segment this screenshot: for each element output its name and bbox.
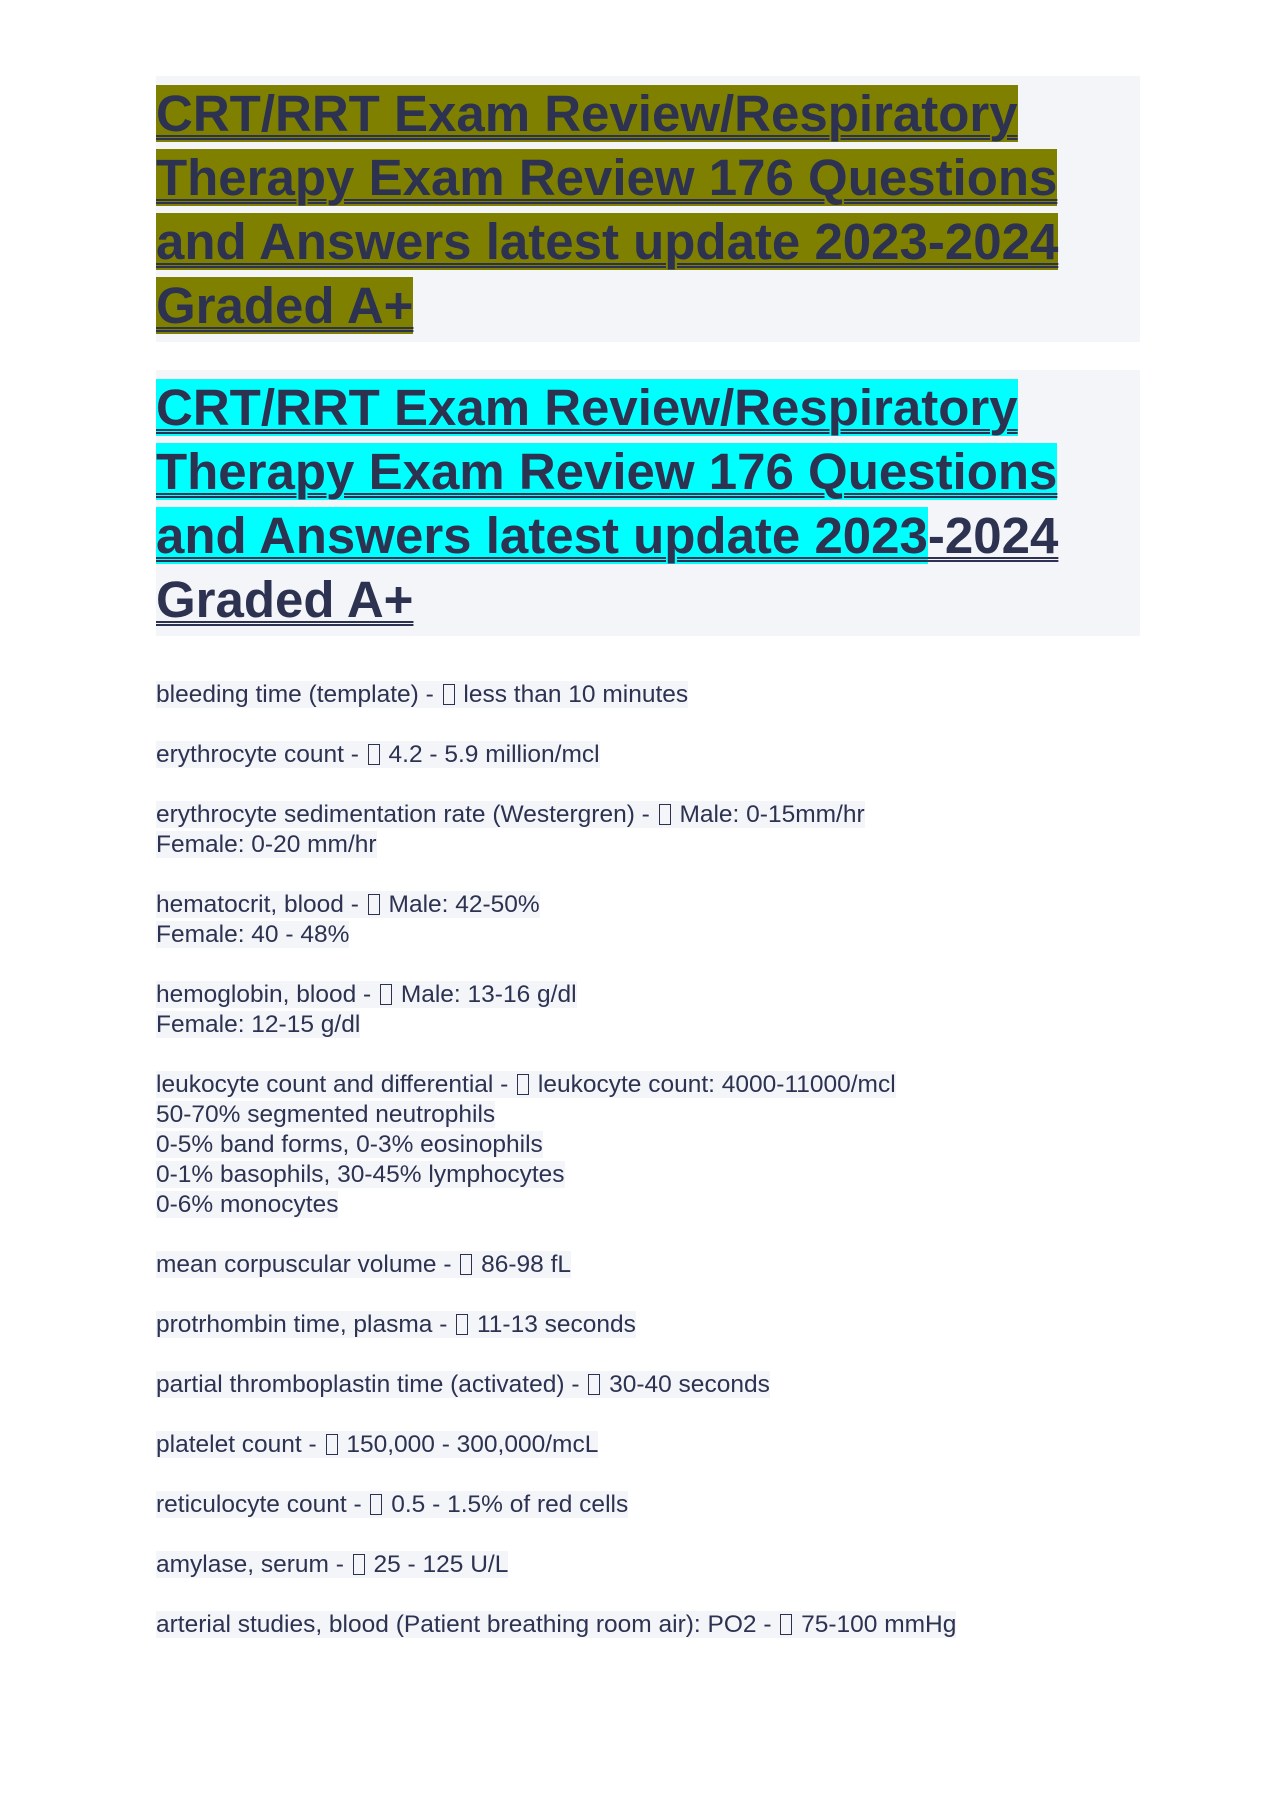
entry-value: 86-98 fL bbox=[481, 1251, 572, 1278]
flashcard-entry bbox=[156, 980, 1140, 1040]
document-page bbox=[156, 76, 1140, 1670]
entry-term: partial thromboplastin time (activated) - bbox=[156, 1371, 587, 1398]
entry-first-line bbox=[156, 890, 1140, 920]
flashcard-entry bbox=[156, 1370, 1140, 1400]
entry-value: Male: 13-16 g/dl bbox=[400, 981, 577, 1008]
entry-value: Female: 0-20 mm/hr bbox=[156, 831, 377, 858]
entry-continuation-line bbox=[156, 920, 1140, 950]
flashcard-entry bbox=[156, 1430, 1140, 1460]
entry-first-line bbox=[156, 1250, 1140, 1280]
flashcard-entry bbox=[156, 890, 1140, 950]
entry-term: mean corpuscular volume - bbox=[156, 1251, 459, 1278]
entry-term: leukocyte count and differential - bbox=[156, 1071, 516, 1098]
missing-glyph-icon bbox=[326, 1434, 338, 1455]
missing-glyph-icon bbox=[588, 1374, 600, 1395]
entry-term: bleeding time (template) - bbox=[156, 681, 441, 708]
entry-value: 0-5% band forms, 0-3% eosinophils bbox=[156, 1131, 543, 1158]
entry-value: 25 - 125 U/L bbox=[373, 1551, 509, 1578]
entry-term: platelet count - bbox=[156, 1431, 324, 1458]
flashcard-entry bbox=[156, 800, 1140, 860]
flashcard-list bbox=[156, 680, 1140, 1640]
title-block-1 bbox=[156, 76, 1140, 342]
entry-term: reticulocyte count - bbox=[156, 1491, 369, 1518]
missing-glyph-icon bbox=[456, 1314, 468, 1335]
entry-value: 0.5 - 1.5% of red cells bbox=[391, 1491, 629, 1518]
entry-value: Male: 0-15mm/hr bbox=[679, 801, 865, 828]
entry-term: arterial studies, blood (Patient breathing room air): PO2 - bbox=[156, 1611, 779, 1638]
entry-term: erythrocyte count - bbox=[156, 741, 366, 768]
entry-continuation-line bbox=[156, 1100, 1140, 1130]
missing-glyph-icon bbox=[460, 1254, 472, 1275]
document-title-2[interactable] bbox=[156, 376, 1086, 632]
missing-glyph-icon bbox=[368, 744, 380, 765]
entry-value: leukocyte count: 4000-11000/mcl bbox=[537, 1071, 896, 1098]
entry-value: 30-40 seconds bbox=[609, 1371, 770, 1398]
entry-continuation-line bbox=[156, 830, 1140, 860]
missing-glyph-icon bbox=[780, 1614, 792, 1635]
entry-term: amylase, serum - bbox=[156, 1551, 351, 1578]
flashcard-entry bbox=[156, 1490, 1140, 1520]
title-2-plain-text: -2024 Graded A+ bbox=[156, 507, 1059, 628]
entry-continuation-line bbox=[156, 1010, 1140, 1040]
entry-first-line bbox=[156, 800, 1140, 830]
entry-value: Female: 40 - 48% bbox=[156, 921, 350, 948]
title-2-highlighted-text: CRT/RRT Exam Review/Respiratory Therapy Exam Review 176 Questions and Answers latest update 2023 bbox=[156, 379, 1058, 564]
missing-glyph-icon bbox=[380, 984, 392, 1005]
entry-first-line bbox=[156, 1430, 1140, 1460]
entry-term: hematocrit, blood - bbox=[156, 891, 366, 918]
entry-first-line bbox=[156, 1070, 1140, 1100]
flashcard-entry bbox=[156, 1310, 1140, 1340]
entry-continuation-line bbox=[156, 1130, 1140, 1160]
entry-first-line bbox=[156, 1310, 1140, 1340]
flashcard-entry bbox=[156, 740, 1140, 770]
entry-first-line bbox=[156, 680, 1140, 710]
title-block-2 bbox=[156, 370, 1140, 636]
missing-glyph-icon bbox=[353, 1554, 365, 1575]
entry-first-line bbox=[156, 980, 1140, 1010]
entry-value: less than 10 minutes bbox=[463, 681, 689, 708]
flashcard-entry bbox=[156, 1070, 1140, 1220]
entry-first-line bbox=[156, 1610, 1140, 1640]
flashcard-entry bbox=[156, 1610, 1140, 1640]
entry-first-line bbox=[156, 740, 1140, 770]
entry-value: 50-70% segmented neutrophils bbox=[156, 1101, 496, 1128]
entry-continuation-line bbox=[156, 1190, 1140, 1220]
entry-first-line bbox=[156, 1490, 1140, 1520]
flashcard-entry bbox=[156, 680, 1140, 710]
entry-value: Male: 42-50% bbox=[388, 891, 540, 918]
entry-term: erythrocyte sedimentation rate (Westergren) - bbox=[156, 801, 657, 828]
entry-continuation-line bbox=[156, 1160, 1140, 1190]
missing-glyph-icon bbox=[370, 1494, 382, 1515]
missing-glyph-icon bbox=[443, 684, 455, 705]
missing-glyph-icon bbox=[517, 1074, 529, 1095]
title-1-highlighted-text: CRT/RRT Exam Review/Respiratory Therapy Exam Review 176 Questions and Answers latest update 2023-2024 Graded A+ bbox=[156, 85, 1059, 334]
entry-value: 0-1% basophils, 30-45% lymphocytes bbox=[156, 1161, 565, 1188]
missing-glyph-icon bbox=[368, 894, 380, 915]
flashcard-entry bbox=[156, 1550, 1140, 1580]
flashcard-entry bbox=[156, 1250, 1140, 1280]
entry-first-line bbox=[156, 1370, 1140, 1400]
entry-value: 150,000 - 300,000/mcL bbox=[346, 1431, 599, 1458]
entry-value: 0-6% monocytes bbox=[156, 1191, 339, 1218]
entry-value: 75-100 mmHg bbox=[801, 1611, 957, 1638]
document-title-1[interactable] bbox=[156, 82, 1086, 338]
entry-value: 11-13 seconds bbox=[477, 1311, 636, 1338]
missing-glyph-icon bbox=[659, 804, 671, 825]
entry-value: 4.2 - 5.9 million/mcl bbox=[388, 741, 600, 768]
entry-term: protrhombin time, plasma - bbox=[156, 1311, 455, 1338]
entry-value: Female: 12-15 g/dl bbox=[156, 1011, 361, 1038]
entry-first-line bbox=[156, 1550, 1140, 1580]
entry-term: hemoglobin, blood - bbox=[156, 981, 379, 1008]
